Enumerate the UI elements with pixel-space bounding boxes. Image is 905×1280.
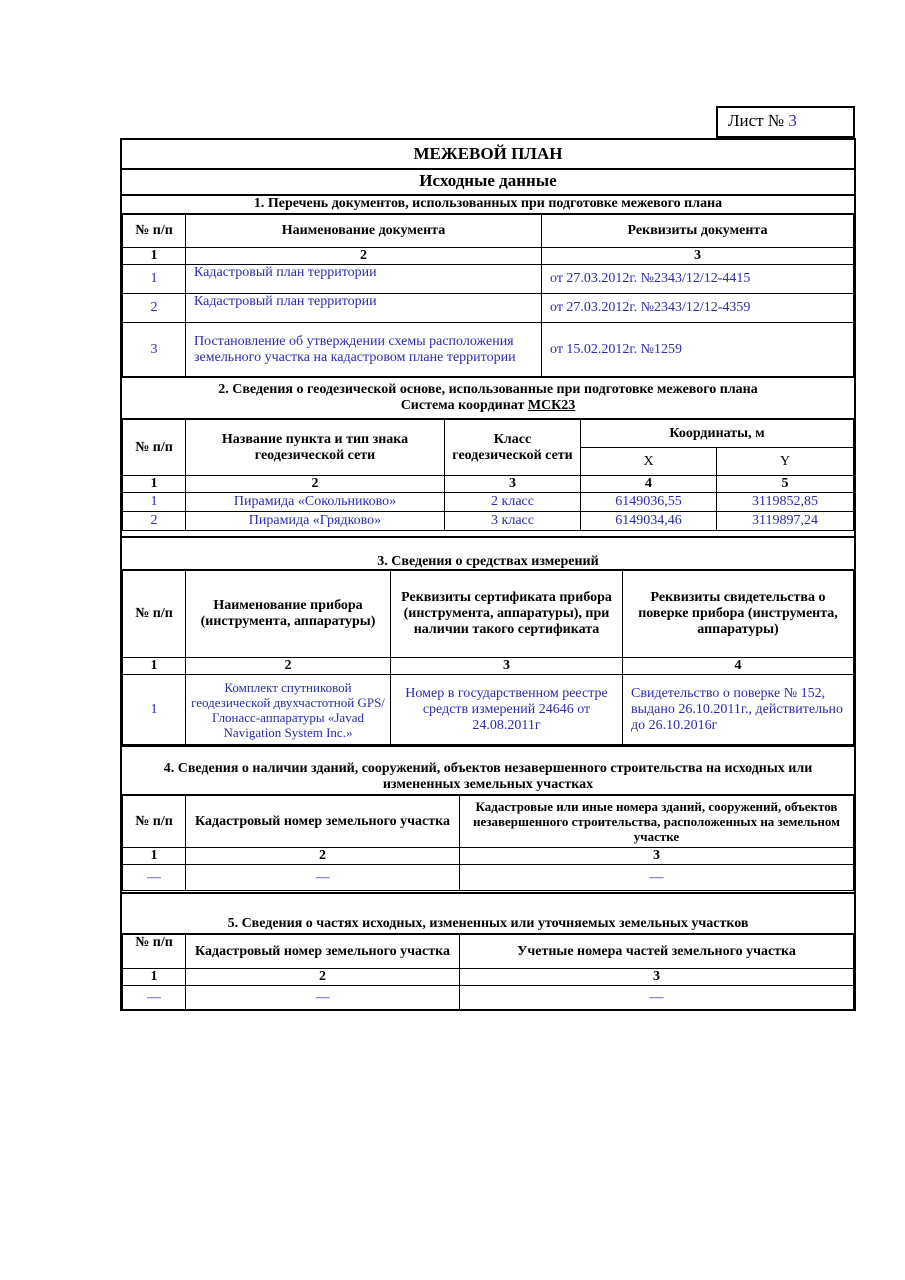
section-5	[122, 892, 854, 1010]
col-number: 3	[391, 658, 623, 675]
section-2-heading: 2. Сведения о геодезической основе, использованные при подготовке межевого плана	[218, 382, 758, 397]
table-row	[123, 294, 854, 323]
doc-requisites: от 15.02.2012г. №1259	[542, 323, 854, 377]
point-x: 6149036,55	[581, 493, 717, 512]
col-number: 5	[717, 476, 854, 493]
doc-num: 1	[123, 265, 186, 294]
section-4-heading: 4. Сведения о наличии зданий, сооружений, объектов незавершенного строительства на исходных или измененных земельных участках	[122, 747, 854, 795]
sheet-label: Лист №	[728, 111, 785, 130]
page-title: МЕЖЕВОЙ ПЛАН	[122, 140, 854, 170]
col-header-point-name: Название пункта и тип знака геодезической сети	[186, 420, 445, 476]
table-row	[123, 675, 854, 745]
empty-cell: —	[460, 986, 854, 1010]
empty-cell: —	[123, 986, 186, 1010]
doc-requisites: от 27.03.2012г. №2343/12/12-4415	[542, 265, 854, 294]
empty-cell: —	[186, 865, 460, 891]
page-subtitle: Исходные данные	[122, 168, 854, 196]
table-row	[123, 493, 854, 512]
col-header-coords: Координаты, м	[581, 420, 854, 448]
device-num: 1	[123, 675, 186, 745]
col-header-num: № п/п	[123, 796, 186, 848]
coord-system-label: Система координат	[400, 398, 525, 413]
empty-cell: —	[186, 986, 460, 1010]
coord-system-line	[122, 398, 854, 419]
doc-requisites: от 27.03.2012г. №2343/12/12-4359	[542, 294, 854, 323]
section-1	[122, 194, 854, 377]
col-number: 2	[186, 476, 445, 493]
col-number: 2	[186, 969, 460, 986]
col-number: 1	[123, 476, 186, 493]
doc-num: 3	[123, 323, 186, 377]
col-number: 1	[123, 248, 186, 265]
point-y: 3119852,85	[717, 493, 854, 512]
table-row	[123, 265, 854, 294]
empty-cell: —	[460, 865, 854, 891]
col-header-num: № п/п	[123, 215, 186, 248]
boundary-plan-form	[120, 138, 856, 1011]
col-header-buildings: Кадастровые или иные номера зданий, сооружений, объектов незавершенного строительства, расположенных на земельном участке	[460, 796, 854, 848]
point-num: 2	[123, 512, 186, 531]
col-header-parts: Учетные номера частей земельного участка	[460, 935, 854, 969]
col-header-doc-req: Реквизиты документа	[542, 215, 854, 248]
col-header-certificate: Реквизиты сертификата прибора (инструмента, аппаратуры), при наличии такого сертификата	[391, 571, 623, 658]
point-class: 3 класс	[445, 512, 581, 531]
buildings-table	[122, 795, 854, 891]
section-3-heading: 3. Сведения о средствах измерений	[122, 538, 854, 570]
point-class: 2 класс	[445, 493, 581, 512]
col-header-verification: Реквизиты свидетельства о поверке прибора (инструмента, аппаратуры)	[623, 571, 854, 658]
col-header-doc-name: Наименование документа	[186, 215, 542, 248]
col-header-cadastral: Кадастровый номер земельного участка	[186, 935, 460, 969]
device-name: Комплект спутниковой геодезической двухчастотной GPS/Глонасс-аппаратуры «Javad Navigation System Inc.»	[186, 675, 391, 745]
documents-table	[122, 214, 854, 377]
point-y: 3119897,24	[717, 512, 854, 531]
col-number: 3	[542, 248, 854, 265]
doc-name: Кадастровый план территории	[186, 294, 542, 323]
empty-cell: —	[123, 865, 186, 891]
coord-system-value: МСК23	[527, 398, 576, 413]
table-row	[123, 986, 854, 1010]
section-2	[122, 376, 854, 531]
section-4	[122, 745, 854, 891]
table-row	[123, 865, 854, 891]
col-header-x: X	[581, 448, 717, 476]
sheet-number: 3	[788, 111, 797, 130]
col-header-cadastral: Кадастровый номер земельного участка	[186, 796, 460, 848]
device-certificate: Номер в государственном реестре средств измерений 24646 от 24.08.2011г	[391, 675, 623, 745]
section-1-heading: 1. Перечень документов, использованных при подготовке межевого плана	[122, 194, 854, 214]
table-row	[123, 323, 854, 377]
doc-num: 2	[123, 294, 186, 323]
col-number: 2	[186, 248, 542, 265]
instruments-table	[122, 570, 854, 745]
col-header-class: Класс геодезической сети	[445, 420, 581, 476]
section-5-heading: 5. Сведения о частях исходных, измененных или уточняемых земельных участков	[122, 894, 854, 934]
col-number: 1	[123, 658, 186, 675]
col-number: 1	[123, 848, 186, 865]
section-3	[122, 536, 854, 745]
doc-name: Постановление об утверждении схемы расположения земельного участка на кадастровом плане территории	[186, 323, 542, 377]
parts-table	[122, 934, 854, 1010]
col-header-num: № п/п	[123, 420, 186, 476]
device-verification: Свидетельство о поверке № 152, выдано 26.10.2011г., действительно до 26.10.2016г	[623, 675, 854, 745]
point-name: Пирамида «Грядково»	[186, 512, 445, 531]
sheet-number-box	[716, 106, 855, 138]
col-number: 1	[123, 969, 186, 986]
col-header-y: Y	[717, 448, 854, 476]
doc-name: Кадастровый план территории	[186, 265, 542, 294]
point-num: 1	[123, 493, 186, 512]
col-number: 3	[460, 969, 854, 986]
col-number: 4	[581, 476, 717, 493]
col-number: 2	[186, 848, 460, 865]
col-header-num: № п/п	[123, 935, 186, 969]
geodetic-table	[122, 419, 854, 531]
table-row	[123, 512, 854, 531]
col-number: 3	[460, 848, 854, 865]
col-number: 4	[623, 658, 854, 675]
col-header-device: Наименование прибора (инструмента, аппаратуры)	[186, 571, 391, 658]
col-number: 3	[445, 476, 581, 493]
point-x: 6149034,46	[581, 512, 717, 531]
col-header-num: № п/п	[123, 571, 186, 658]
point-name: Пирамида «Сокольниково»	[186, 493, 445, 512]
col-number: 2	[186, 658, 391, 675]
